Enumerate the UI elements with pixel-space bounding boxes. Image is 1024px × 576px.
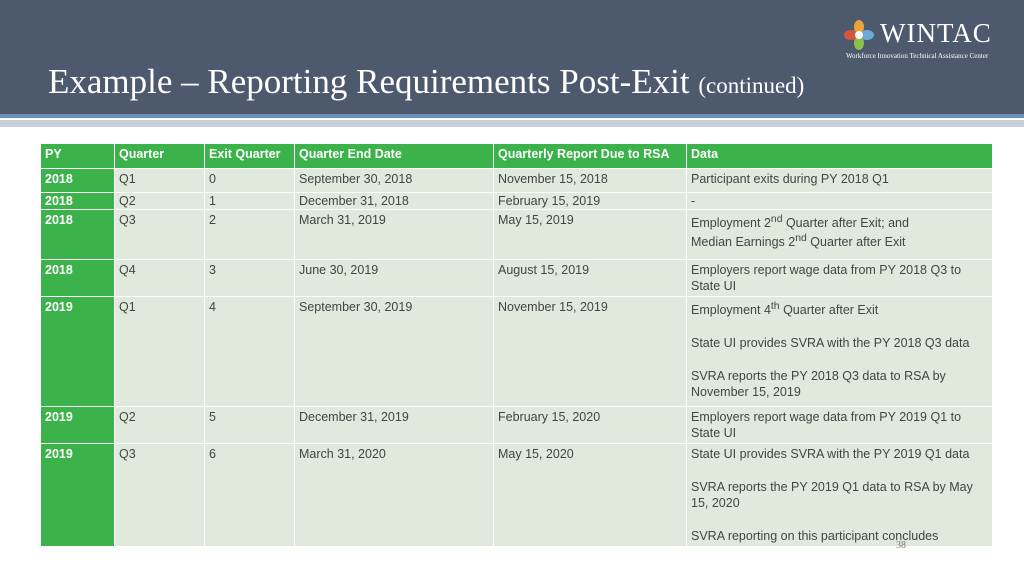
cell-due: February 15, 2020 xyxy=(494,407,687,444)
header-shadow-band xyxy=(0,120,1024,127)
ordinal-suffix: nd xyxy=(795,233,807,245)
slide-title xyxy=(48,62,804,102)
table-row xyxy=(41,297,993,407)
cell-data: - xyxy=(687,193,993,210)
wintac-logo xyxy=(844,18,1014,66)
cell-quarter: Q2 xyxy=(115,407,205,444)
cell-end-date: December 31, 2018 xyxy=(295,193,494,210)
cell-due: February 15, 2019 xyxy=(494,193,687,210)
cell-due: November 15, 2018 xyxy=(494,169,687,193)
cell-end-date: December 31, 2019 xyxy=(295,407,494,444)
cell-exit-quarter: 4 xyxy=(205,297,295,407)
cell-py: 2018 xyxy=(41,260,115,297)
cell-py: 2019 xyxy=(41,407,115,444)
table-row xyxy=(41,210,993,260)
cell-quarter: Q1 xyxy=(115,297,205,407)
header-quarter-end-date: Quarter End Date xyxy=(295,144,494,169)
cell-exit-quarter: 6 xyxy=(205,444,295,547)
cell-due: May 15, 2020 xyxy=(494,444,687,547)
data-text: Employment 2 xyxy=(691,216,771,231)
data-line xyxy=(691,212,988,231)
table-row xyxy=(41,260,993,297)
cell-data xyxy=(687,210,993,260)
data-paragraph: State UI provides SVRA with the PY 2018 Q3 data xyxy=(691,336,970,351)
data-line xyxy=(691,231,988,250)
cell-quarter: Q3 xyxy=(115,210,205,260)
table-header-row xyxy=(41,144,993,169)
cell-due: August 15, 2019 xyxy=(494,260,687,297)
data-text: Employment 4 xyxy=(691,303,771,318)
ordinal-suffix: nd xyxy=(770,214,783,225)
cell-end-date: March 31, 2019 xyxy=(295,210,494,260)
data-paragraph: SVRA reports the PY 2018 Q3 data to RSA by November 15, 2019 xyxy=(691,369,946,400)
header-quarter: Quarter xyxy=(115,144,205,169)
data-text: Quarter after Exit xyxy=(779,303,879,318)
reporting-table xyxy=(40,143,993,547)
cell-end-date: March 31, 2020 xyxy=(295,444,494,547)
cell-py: 2018 xyxy=(41,169,115,193)
cell-data: Employers report wage data from PY 2018 Q3 to State UI xyxy=(687,260,993,297)
data-text: Median Earnings 2 xyxy=(691,235,796,250)
cell-py: 2018 xyxy=(41,210,115,260)
data-paragraph: SVRA reports the PY 2019 Q1 data to RSA by May 15, 2020 xyxy=(691,480,973,510)
cell-due: November 15, 2019 xyxy=(494,297,687,407)
cell-end-date: September 30, 2018 xyxy=(295,169,494,193)
cell-data xyxy=(687,444,993,547)
data-line xyxy=(691,299,988,318)
table-row xyxy=(41,407,993,444)
page-number: 38 xyxy=(896,540,906,551)
data-text: Quarter after Exit; and xyxy=(782,216,909,231)
slide-title-main: Example – Reporting Requirements Post-Exit xyxy=(48,62,690,101)
cell-py: 2018 xyxy=(41,193,115,210)
cell-exit-quarter: 0 xyxy=(205,169,295,193)
logo-tagline: Workforce Innovation Technical Assistance Center xyxy=(846,52,989,60)
cell-py: 2019 xyxy=(41,297,115,407)
data-paragraph: State UI provides SVRA with the PY 2019 Q1 data xyxy=(691,447,970,461)
data-paragraph: SVRA reporting on this participant concludes xyxy=(691,529,939,543)
cell-exit-quarter: 1 xyxy=(205,193,295,210)
header-py: PY xyxy=(41,144,115,169)
cell-exit-quarter: 5 xyxy=(205,407,295,444)
wintac-flower-icon xyxy=(844,20,874,50)
cell-exit-quarter: 3 xyxy=(205,260,295,297)
cell-data: Participant exits during PY 2018 Q1 xyxy=(687,169,993,193)
ordinal-suffix: th xyxy=(770,301,780,312)
cell-quarter: Q4 xyxy=(115,260,205,297)
header-data: Data xyxy=(687,144,993,169)
cell-due: May 15, 2019 xyxy=(494,210,687,260)
header-exit-quarter: Exit Quarter xyxy=(205,144,295,169)
cell-end-date: June 30, 2019 xyxy=(295,260,494,297)
cell-end-date: September 30, 2019 xyxy=(295,297,494,407)
logo-name: WINTAC xyxy=(880,18,992,48)
data-text: Quarter after Exit xyxy=(806,235,906,250)
cell-py: 2019 xyxy=(41,444,115,547)
header-report-due: Quarterly Report Due to RSA xyxy=(494,144,687,169)
cell-quarter: Q1 xyxy=(115,169,205,193)
cell-quarter: Q3 xyxy=(115,444,205,547)
header-divider xyxy=(0,114,1024,118)
table-row xyxy=(41,193,993,210)
cell-exit-quarter: 2 xyxy=(205,210,295,260)
table-row xyxy=(41,169,993,193)
slide-title-suffix: (continued) xyxy=(698,73,805,98)
cell-quarter: Q2 xyxy=(115,193,205,210)
cell-data xyxy=(687,297,993,407)
cell-data: Employers report wage data from PY 2019 Q1 to State UI xyxy=(687,407,993,444)
table-row xyxy=(41,444,993,547)
